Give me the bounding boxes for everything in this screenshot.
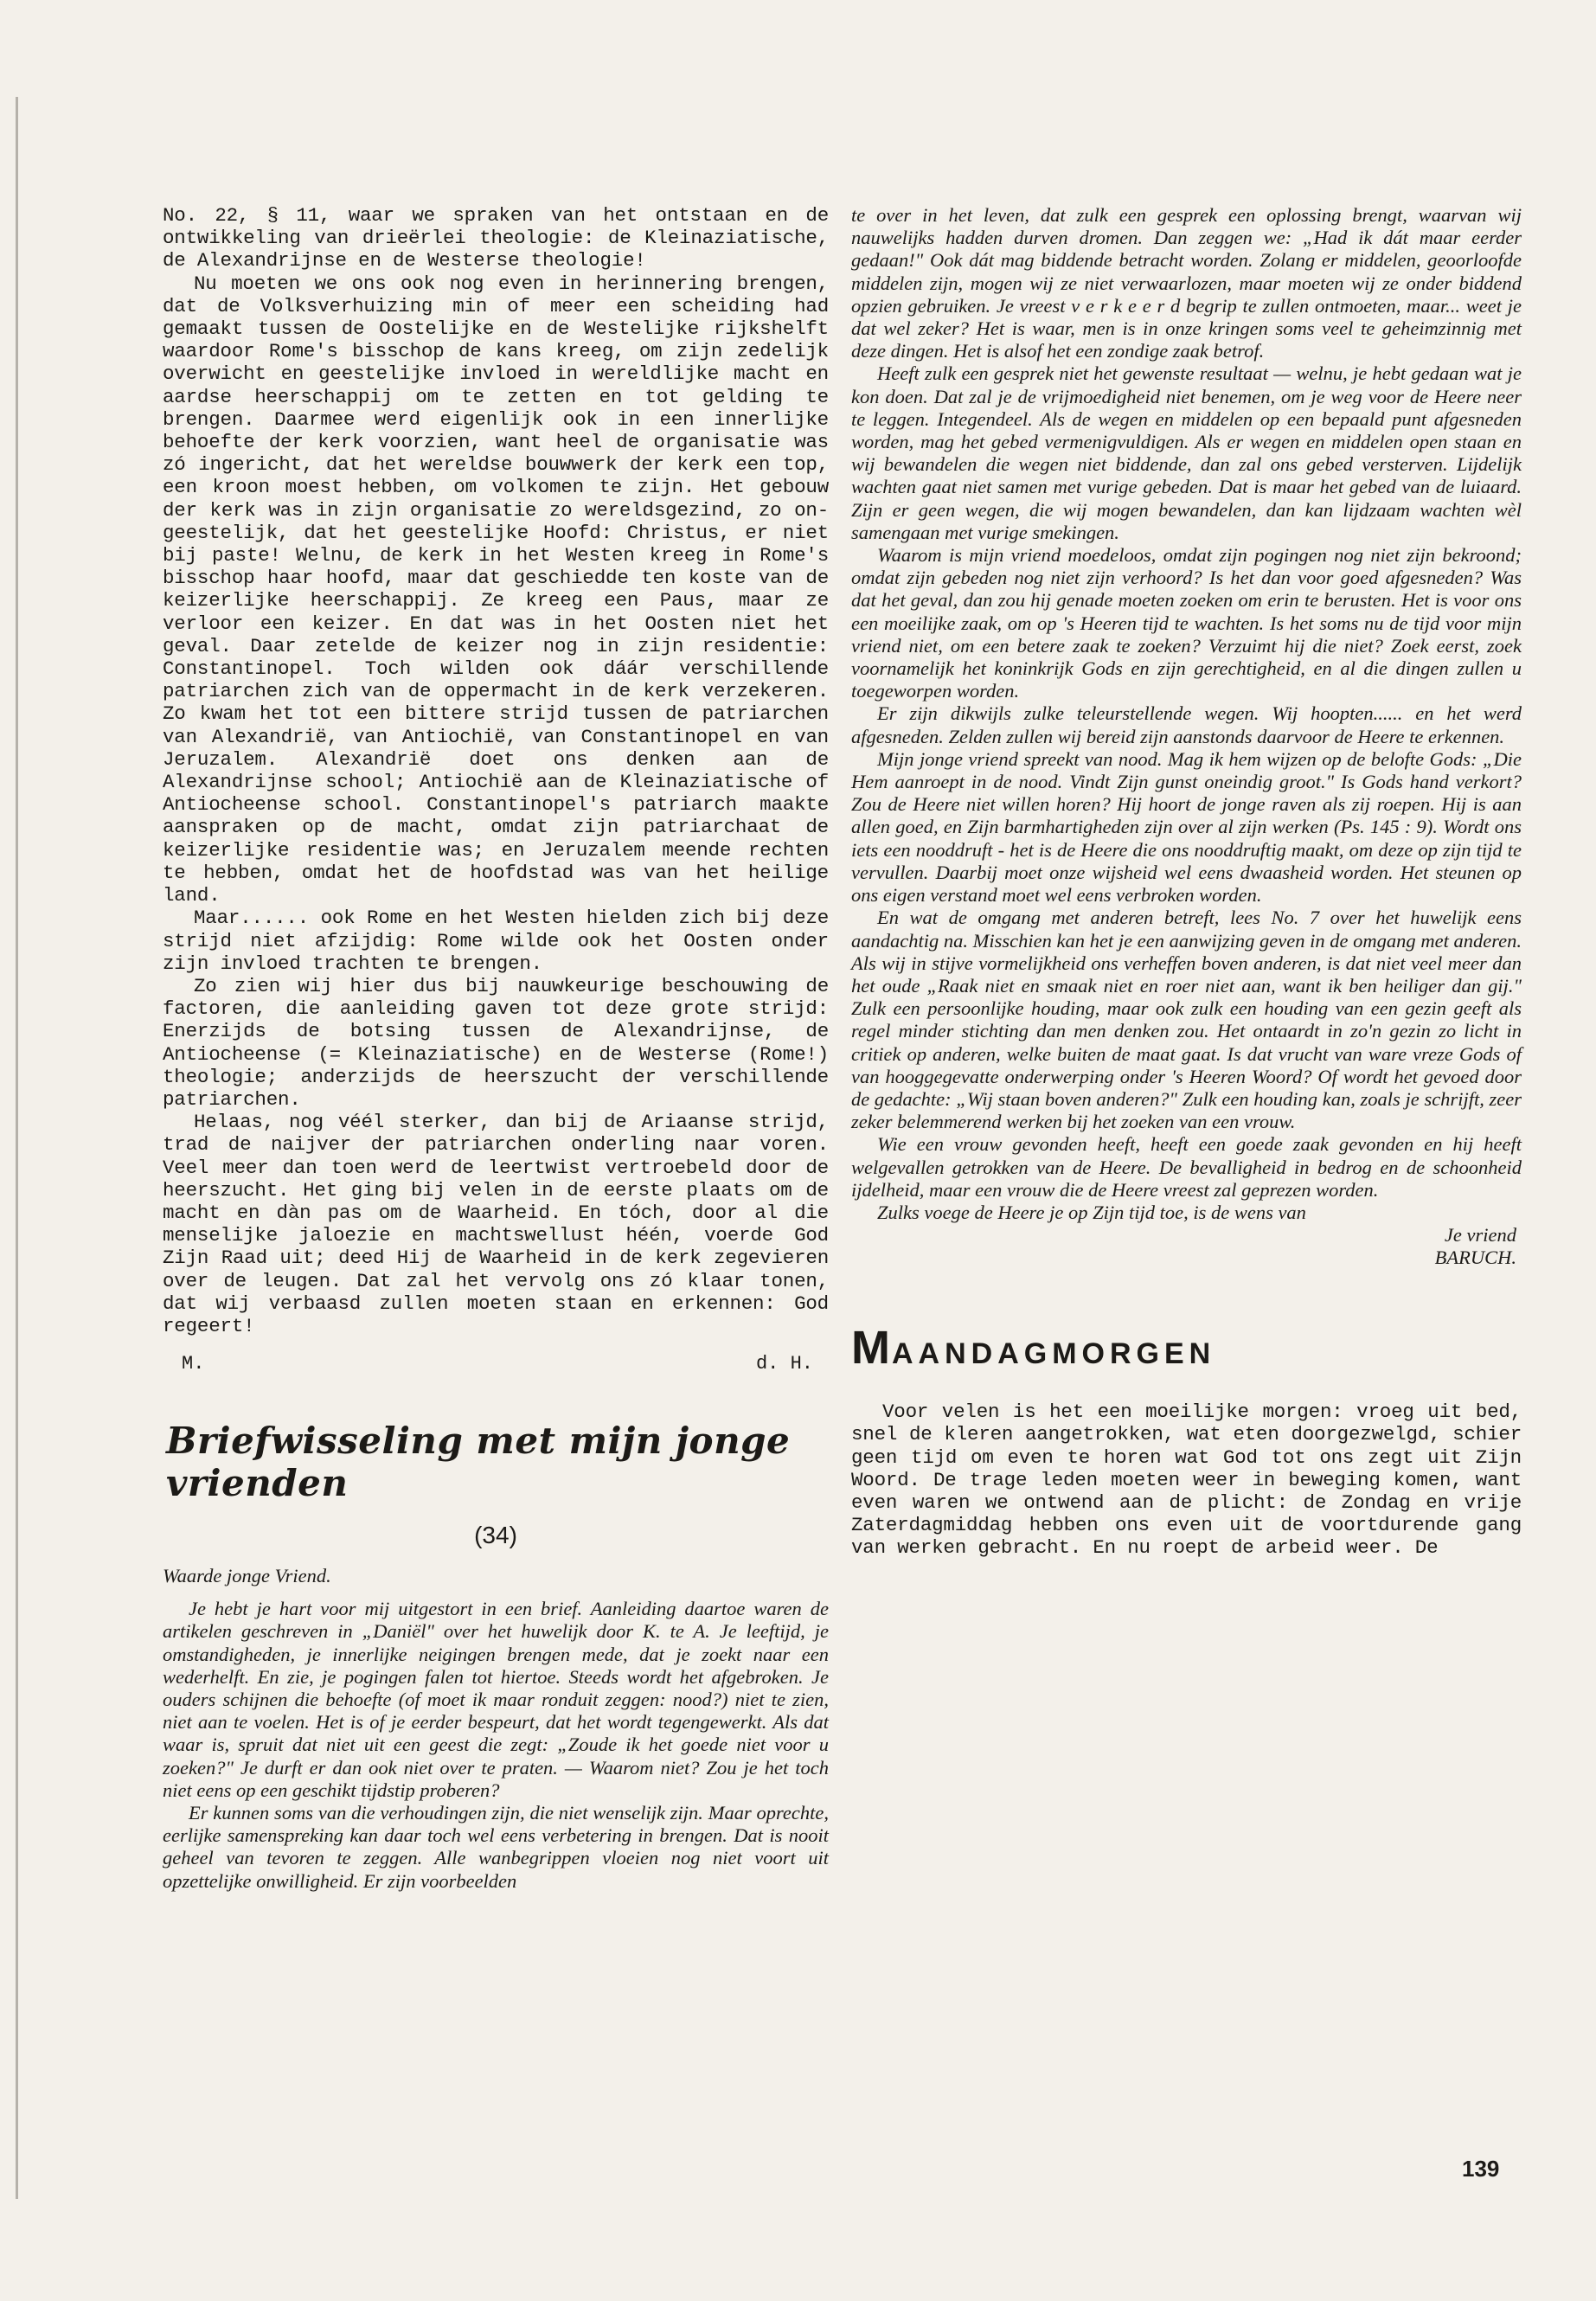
brief-paragraph: Wie een vrouw gevonden heeft, heeft een goede zaak gevonden en hij heeft welgevallen getrokken van de Heere. De bevalligheid in bedrog en de schoonheid ijdelheid, maar een vrouw die de Heere vreest zal geprezen worden. [851,1133,1522,1201]
signature-right: d. H. [755,1353,813,1375]
brief-paragraph: En wat de omgang met anderen betreft, lees No. 7 over het huwelijk eens aandachtig na. Misschien kan het je een aanwijzing geven in de omgang met anderen. Als wij in stijve vormelijkheid ons verheffen boven anderen, is dat niet veel meer dan het oude „Raak niet en smaak niet en roer niet aan, want ik ben heiliger dan gij." Zulk een persoonlijke houding, maar ook zulk een houding van een gezin geeft als regel minder stichting dan men denken zou. Het ontaardt in zo'n gezin zo licht in critiek op anderen, welke buiten de maat gaat. Is dat vrucht van ware vreze Gods of van hooggegevatte onderwerping onder 's Heeren Woord? Of wordt het gevoed door de gedachte: „Wij staan boven anderen?" Zulk een houding kan, zoals je schrijft, zeer zeker belemmerend werken bij het zoeken van een vrouw. [851,907,1522,1133]
maandagmorgen-paragraph: Voor velen is het een moeilijke morgen: vroeg uit bed, snel de kleren aangetrokken, wat eten doorgezwelgd, schier geen tijd om even te horen wat God tot ons zegt uit Zijn Woord. De trage leden moeten weer in beweging komen, want even waren we ontwend aan de plicht: de Zondag en vrije Zaterdagmiddag hebben ons even uit de voortdurende gang van werken gebracht. En nu roept de arbeid weer. De [851,1400,1522,1560]
article-text [163,204,829,1337]
brief-paragraph: Heeft zulk een gesprek niet het gewenste resultaat — welnu, je hebt gedaan wat je kon doen. Dat zal je de vrijmoedigheid niet benemen, om je weg voor de Heere neer te leggen. Integendeel. Als de wegen en middelen op een bepaald punt afgesneden worden, mag het gebed vermenigvuldigen. Als er wegen en middelen open staan en wij bewandelen die wegen niet biddende, dan zal ons gebed versterven. Lijdelijk wachten gaat niet samen met vurige gebeden. Dat is maar het gebed van de luiaard. Zijn er geen wegen, die wij mogen bewandelen, dan kan lijdzaam wachten wèl samengaan met vurige smekingen. [851,362,1522,543]
article-paragraph: Zo zien wij hier dus bij nauwkeurige beschouwing de factoren, die aanleiding gaven tot deze grote strijd: Enerzijds de botsing tussen de Alexandrijnse, de Antiocheense (= Kleinaziatische) en de Westerse (Rome!) theologie; anderzijds de heerszucht der verschillende patriarchen. [163,974,829,1111]
heading-rest: AANDAGMORGEN [891,1337,1216,1371]
article-paragraph: Maar...... ook Rome en het Westen hielden zich bij deze strijd niet afzijdig: Rome wilde ook het Oosten onder zijn invloed trachten te brengen. [163,907,829,975]
brief-text-left [163,1598,829,1893]
brief-paragraph: Er zijn dikwijls zulke teleurstellende wegen. Wij hoopten...... en het werd afgesneden. Zelden zullen wij bereid zijn aanstonds daarvoor de Heere te erkennen. [851,702,1522,747]
article-paragraph: Helaas, nog véél sterker, dan bij de Ariaanse strijd, trad de naijver der patriarchen onderling naar voren. Veel meer dan toen werd de leertwist vertroebeld door de heerszucht. Het ging bij velen in de eerste plaats om de macht en dàn pas om de Waarheid. En tóch, door al die menselijke jaloezie en machtswellust héén, voerde God Zijn Raad uit; deed Hij de Waarheid in de kerk zegevieren over de leugen. Dat zal het vervolg ons zó klaar tonen, dat wij verbaasd zullen moeten staan en erkennen: God regeert! [163,1111,829,1337]
brief-number: (34) [474,1522,517,1549]
brief-paragraph: Zulks voege de Heere je op Zijn tijd toe, is de wens van [877,1201,1306,1223]
brief-text-right [851,204,1522,1224]
left-column [163,204,829,1893]
maandagmorgen-text [851,1400,1522,1559]
maandagmorgen-heading [851,1321,1522,1375]
right-column [851,204,1522,1560]
article-signature [163,1353,829,1375]
brief-paragraph: Er kunnen soms van die verhoudingen zijn, die niet wenselijk zijn. Maar oprechte, eerlijke samenspreking kan daar toch wel eens verbetering in brengen. Dat is nooit geheel van tevoren te zeggen. Alle wanbegrippen vloeien nog niet voort uit opzettelijke onwilligheid. Er zijn voorbeelden [163,1801,829,1892]
brief-heading: Briefwisseling met mijn jonge vrienden [166,1420,791,1505]
article-paragraph: No. 22, § 11, waar we spraken van het ontstaan en de ontwikkeling van drieërlei theologie: de Kleinaziatische, de Alexandrijnse en de Westerse theologie! [163,204,829,272]
page-number: 139 [1462,2156,1500,2182]
brief-paragraph: te over in het leven, dat zulk een gesprek een oplossing brengt, waarvan wij nauwelijks hadden durven dromen. Dan zeggen we: „Had ik dát maar eerder gedaan!" Ook dát mag biddende betracht worden. Zolang er middelen, geoorloofde middelen zijn, mogen wij ze niet verwaarlozen, maar moeten wij ze onder biddend opzien gebruiken. Je vreest v e r k e e r d begrip te zullen ontmoeten, maar... weet je dat wel zeker? Het is waar, men is in onze kringen soms veel te geheimzinnig met deze dingen. Het is alsof het een zondige zaak betrof. [851,204,1522,362]
heading-initial: M [851,1322,892,1375]
signature-left: M. [182,1353,205,1375]
salutation: Waarde jonge Vriend. [163,1565,331,1587]
scan-edge [16,97,18,2199]
closing [851,1224,1516,1269]
closing-signature: BARUCH. [1434,1247,1516,1269]
brief-paragraph: Je hebt je hart voor mij uitgestort in een brief. Aanleiding daartoe waren de artikelen geschreven in „Daniël" over het huwelijk door K. te A. Je leeftijd, je omstandigheden, je innerlijke neigingen brengen mede, dat je zoekt naar een wederhelft. En zie, je pogingen falen tot hiertoe. Steeds wordt het afgebroken. Je ouders schijnen die behoefte (of moet ik maar ronduit zeggen: nood?) niet te zien, niet aan te voelen. Het is of je eerder bespeurt, dat het wordt tegengewerkt. Als dat waar is, spruit dat niet uit een geest die zegt: „Zoude ik het goede niet voor u zoeken?" Je durft er dan ook niet over te praten. — Waarom niet? Zou je het toch niet eens op een geschikt tijdstip proberen? [163,1598,829,1801]
closing-line: Je vriend [1444,1224,1516,1247]
brief-paragraph: Mijn jonge vriend spreekt van nood. Mag ik hem wijzen op de belofte Gods: „Die Hem aanroept in de nood. Vindt Zijn gunst oneindig groot." Is Gods hand verkort? Zou de Heere niet willen horen? Hij hoort de jonge raven als zij roepen. Hij is aan allen goed, en Zijn barmhartigheden zijn over al zijn werken (Ps. 145 : 9). Wordt ons iets een nooddruft - het is de Heere die ons nooddruftig maakt, om deze op zijn tijd te vervullen. Daarbij moet onze wijsheid wel eens dwaasheid worden. Het steunen op ons eigen verstand moet wel eens verbroken worden. [851,747,1522,907]
brief-paragraph: Waarom is mijn vriend moedeloos, omdat zijn pogingen nog niet zijn bekroond; omdat zijn gebeden nog niet zijn verhoord? Is het dan voor goed afgesneden? Was dat het geval, dan zou hij genade moeten zoeken om erin te berusten. Het is voor ons een moeilijke zaak, om op 's Heeren tijd te wachten. Is het soms nu de tijd voor mijn vriend niet, om een betere zaak te zoeken? Verzuimt hij die niet? Zoek eerst, zoek voornamelijk het koninkrijk Gods en zijn gerechtigheid, en al die dingen zullen u toegeworpen worden. [851,544,1522,702]
article-paragraph: Nu moeten we ons ook nog even in herinnering brengen, dat de Volksverhuizing min of meer een scheiding had gemaakt tussen de Oostelijke en de Westelijke rijkshelft waardoor Rome's bisschop de kans kreeg, om zijn zedelijk overwicht en geestelijke invloed in wereldlijke macht en aardse heerschappij om te zetten en tot gelding te brengen. Daarmee werd eigenlijk ook in een innerlijke behoefte der kerk voorzien, want heel de organisatie was zó ingericht, dat het wereldse bouwwerk der kerk een top, een kroon moest hebben, om volkomen te zijn. Het gebouw der kerk was in zijn organisatie zo wereldsgezind, zo on-geestelijk, dat het geestelijke Hoofd: Christus, er niet bij paste! Welnu, de kerk in het Westen kreeg in Rome's bisschop haar hoofd, maar dat geschiedde ten koste van de keizerlijke heerschappij. Ze kreeg een Paus, maar ze verloor een keizer. En dat was in het Oosten niet het geval. Daar zetelde de keizer nog in zijn residentie: Constantinopel. Toch wilden ook dáár verschillende patriarchen zich van de oppermacht in de kerk verzekeren. Zo kwam het tot een bittere strijd tussen de patriarchen van Alexandrië, van Antiochië, van Constantinopel en van Jeruzalem. Alexandrië doet ons denken aan de Alexandrijnse school; Antiochië aan de Kleinaziatische of Antiocheense school. Constantinopel's patriarch maakte aanspraken op de macht, omdat zijn patriarchaat de keizerlijke residentie was; en Jeruzalem meende rechten te hebben, omdat het de hoofdstad was van het heilige land. [163,272,829,907]
